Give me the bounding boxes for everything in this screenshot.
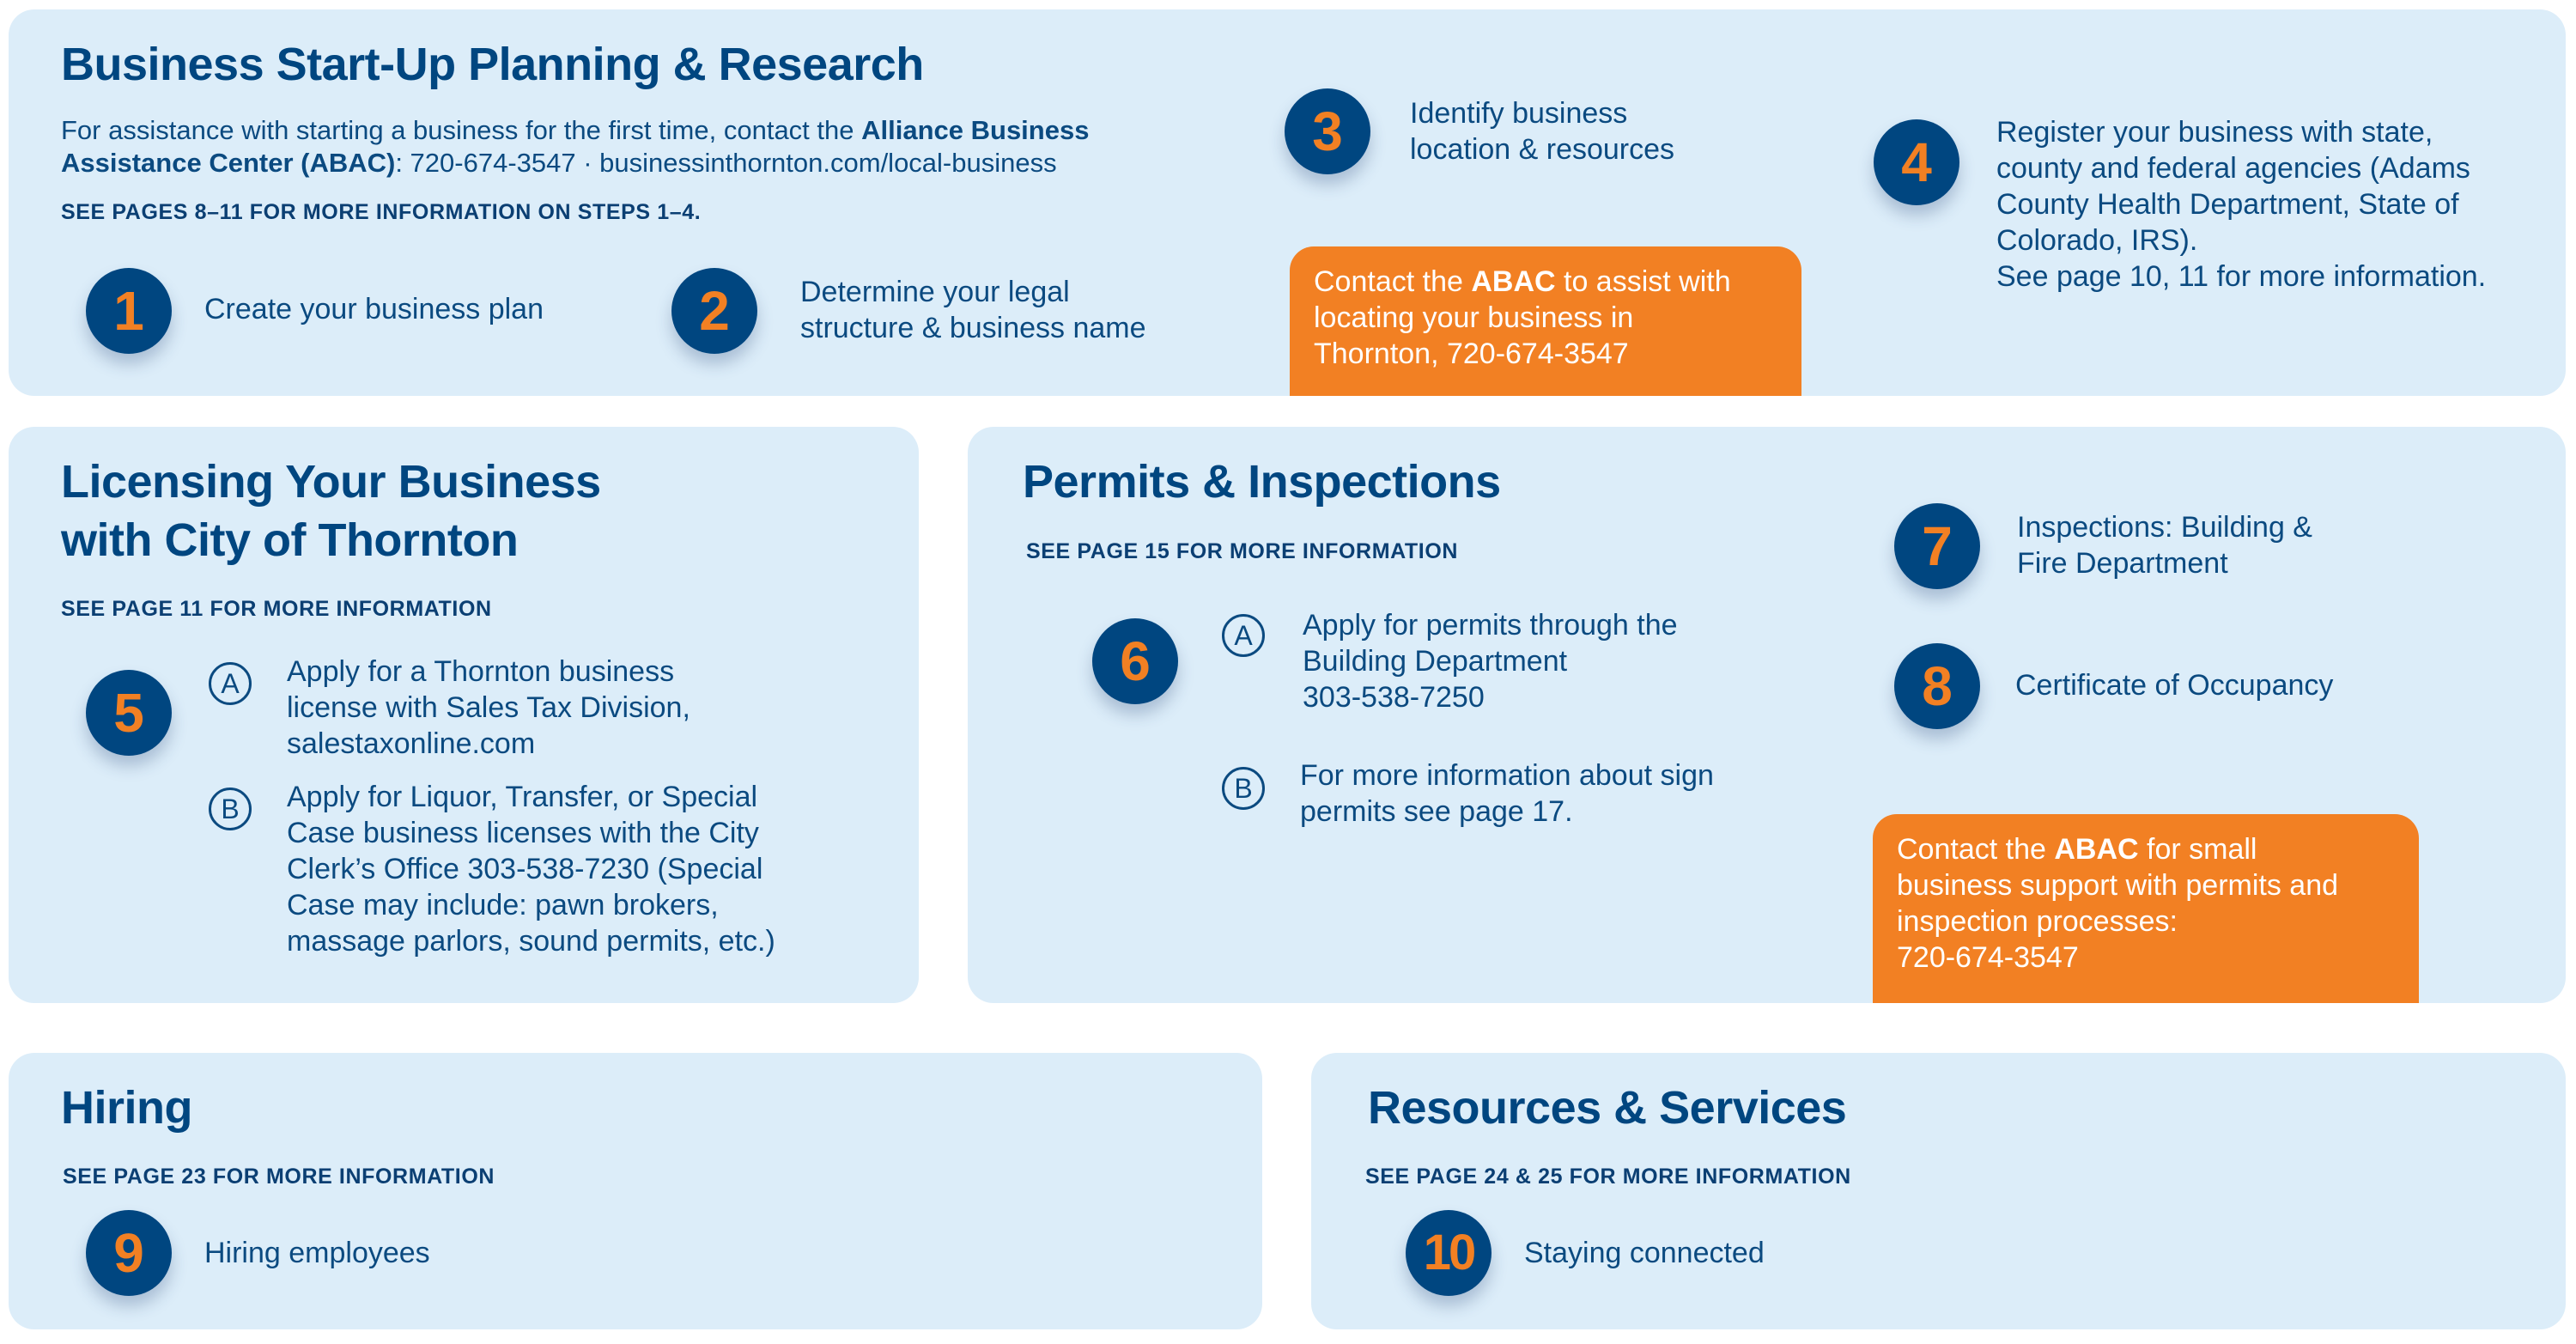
step-9-badge (86, 1210, 172, 1296)
resources-title: Resources & Services (1368, 1082, 1847, 1134)
resources-see-more: SEE PAGE 24 & 25 FOR MORE INFORMATION (1365, 1165, 1851, 1189)
step-7-text (2017, 509, 2312, 581)
step-5a-line-3: salestaxonline.com (287, 727, 536, 760)
callout-line-2: business support with permits and (1897, 869, 2339, 902)
step-6a-letter-badge (1222, 614, 1265, 657)
step-5a-letter-badge (209, 662, 252, 705)
step-6b-line-2: permits see page 17. (1300, 795, 1573, 828)
callout-post: for small (2138, 833, 2257, 866)
step-1-number: 1 (113, 280, 144, 342)
startup-title: Business Start-Up Planning & Research (61, 39, 924, 90)
callout-line-3: inspection processes: (1897, 905, 2178, 938)
intro-text-bold: Alliance Business Assistance Center (ABAC) (61, 115, 1090, 178)
letter-b: B (1234, 773, 1253, 804)
licensing-title-line-2: with City of Thornton (61, 514, 519, 566)
step-3-badge (1285, 88, 1370, 174)
step-3-line-1: Identify business (1410, 97, 1628, 130)
callout-line-3: Thornton, 720-674-3547 (1314, 338, 1629, 370)
step-5b-line-2: Case business licenses with the City (287, 817, 759, 849)
step-1-badge (86, 268, 172, 354)
licensing-see-more: SEE PAGE 11 FOR MORE INFORMATION (61, 597, 492, 621)
hiring-panel (9, 1053, 1262, 1329)
step-4-number: 4 (1901, 131, 1932, 193)
step-7-line-2: Fire Department (2017, 547, 2228, 580)
permits-see-more: SEE PAGE 15 FOR MORE INFORMATION (1026, 539, 1459, 563)
step-4-line-4: Colorado, IRS). (1996, 224, 2198, 257)
step-4-badge (1874, 119, 1959, 205)
callout-pre: Contact the (1314, 265, 1472, 298)
step-5b-line-4: Case may include: pawn brokers, (287, 889, 719, 921)
step-4-line-1: Register your business with state, (1996, 116, 2433, 149)
step-4-line-3: County Health Department, State of (1996, 188, 2459, 221)
step-5b-text (287, 779, 775, 959)
step-8-badge (1894, 643, 1980, 729)
step-2-text (800, 274, 1146, 346)
step-4-line-5: See page 10, 11 for more information. (1996, 260, 2487, 293)
step-6a-line-1: Apply for permits through the (1303, 609, 1678, 642)
callout-line-2: locating your business in (1314, 301, 1634, 334)
resources-panel (1311, 1053, 2566, 1329)
step-10-text: Staying connected (1524, 1237, 1765, 1269)
hiring-title: Hiring (61, 1082, 192, 1134)
step-6-number: 6 (1120, 630, 1151, 692)
callout-abac-bold: ABAC (2054, 833, 2139, 866)
step-7-line-1: Inspections: Building & (2017, 511, 2312, 544)
step-2-line-2: structure & business name (800, 312, 1146, 344)
step-6a-line-3: 303-538-7250 (1303, 681, 1485, 714)
letter-a: A (221, 668, 240, 699)
startup-see-more: SEE PAGES 8–11 FOR MORE INFORMATION ON STEPS 1–4. (61, 200, 702, 224)
intro-text-post: : 720-674-3547 · businessinthornton.com/local-business (395, 148, 1057, 178)
abac-permits-callout (1873, 814, 2419, 1003)
letter-b: B (221, 794, 240, 824)
step-5b-line-5: massage parlors, sound permits, etc.) (287, 925, 775, 958)
callout-line-4: 720-674-3547 (1897, 941, 2079, 974)
callout-pre: Contact the (1897, 833, 2055, 866)
step-8-text: Certificate of Occupancy (2015, 669, 2334, 702)
step-10-number: 10 (1423, 1225, 1474, 1280)
callout-post: to assist with (1555, 265, 1731, 298)
callout-line-1 (1314, 264, 1777, 300)
hiring-see-more: SEE PAGE 23 FOR MORE INFORMATION (63, 1165, 495, 1189)
step-5b-line-3: Clerk’s Office 303-538-7230 (Special (287, 853, 763, 885)
step-6b-text (1300, 757, 1714, 830)
step-5a-line-1: Apply for a Thornton business (287, 655, 675, 688)
step-3-text (1410, 95, 1674, 167)
callout-line-1 (1897, 831, 2395, 867)
step-5a-text (287, 654, 690, 762)
startup-panel (9, 9, 2566, 396)
step-6a-line-2: Building Department (1303, 645, 1568, 678)
step-10-badge (1406, 1210, 1492, 1296)
intro-text-pre: For assistance with starting a business for the first time, contact the (61, 115, 862, 145)
licensing-title (61, 453, 601, 569)
step-2-number: 2 (699, 280, 730, 342)
step-7-number: 7 (1922, 515, 1953, 577)
step-7-badge (1894, 503, 1980, 589)
step-2-line-1: Determine your legal (800, 276, 1070, 308)
startup-intro (61, 114, 1212, 179)
step-2-badge (671, 268, 757, 354)
step-6-badge (1092, 618, 1178, 704)
step-4-line-2: county and federal agencies (Adams (1996, 152, 2470, 185)
step-5-number: 5 (113, 682, 144, 744)
step-4-text (1996, 114, 2486, 295)
step-3-line-2: location & resources (1410, 133, 1675, 166)
licensing-title-line-1: Licensing Your Business (61, 456, 601, 508)
letter-a: A (1234, 620, 1253, 651)
step-6b-letter-badge (1222, 767, 1265, 810)
step-1-text: Create your business plan (204, 293, 544, 325)
permits-title: Permits & Inspections (1023, 456, 1501, 508)
step-6a-text (1303, 607, 1678, 715)
step-5b-letter-badge (209, 788, 252, 830)
step-5a-line-2: license with Sales Tax Division, (287, 691, 690, 724)
step-8-number: 8 (1922, 655, 1953, 717)
step-6b-line-1: For more information about sign (1300, 759, 1714, 792)
step-9-number: 9 (113, 1222, 144, 1284)
licensing-panel (9, 427, 919, 1003)
step-5-badge (86, 670, 172, 756)
permits-panel (968, 427, 2566, 1003)
step-9-text: Hiring employees (204, 1237, 430, 1269)
callout-abac-bold: ABAC (1471, 265, 1556, 298)
step-3-number: 3 (1312, 100, 1343, 162)
abac-location-callout (1290, 246, 1801, 396)
step-5b-line-1: Apply for Liquor, Transfer, or Special (287, 781, 758, 813)
